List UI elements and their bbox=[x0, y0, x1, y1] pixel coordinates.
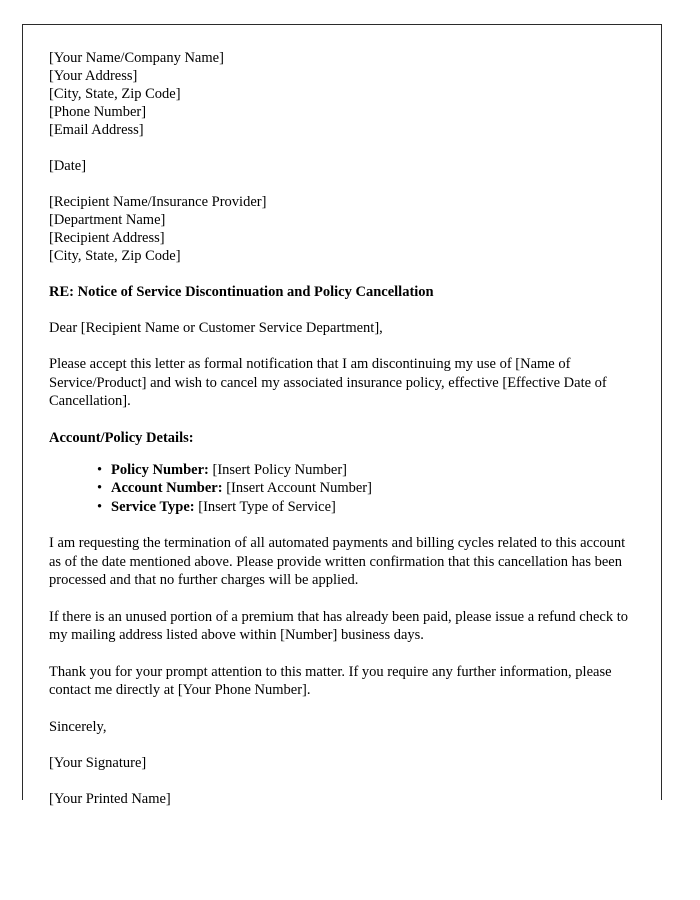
paragraph-thanks: Thank you for your prompt attention to this matter. If you require any further information, please contact me directly at [Your Phone Number]. bbox=[49, 663, 612, 698]
sender-email-line: [Email Address] bbox=[49, 122, 144, 138]
letter-page bbox=[22, 24, 662, 807]
recipient-street-line: [Recipient Address] bbox=[49, 230, 165, 246]
recipient-city-line: [City, State, Zip Code] bbox=[49, 248, 181, 264]
list-item bbox=[49, 498, 639, 517]
letter-body bbox=[23, 25, 661, 808]
account-policy-details-list bbox=[49, 461, 639, 517]
date-block bbox=[49, 157, 639, 175]
salutation-line: Dear [Recipient Name or Customer Service Department], bbox=[49, 320, 383, 336]
list-item bbox=[49, 461, 639, 480]
closing-salutation: Sincerely, bbox=[49, 718, 107, 735]
detail-label-policy-number: Policy Number: bbox=[111, 461, 209, 478]
sender-name-line: [Your Name/Company Name] bbox=[49, 50, 224, 66]
paragraph-intro: Please accept this letter as formal notification that I am discontinuing my use of [Name of Service/Product] and wish to cancel my associated insurance policy, effective [Effective Date of Cancellation]. bbox=[49, 356, 607, 409]
detail-value-policy-number: [Insert Policy Number] bbox=[212, 461, 347, 478]
signature-placeholder: [Your Signature] bbox=[49, 754, 147, 771]
printed-name-placeholder: [Your Printed Name] bbox=[49, 790, 171, 807]
detail-value-service-type: [Insert Type of Service] bbox=[198, 498, 336, 515]
subject-line: RE: Notice of Service Discontinuation and Policy Cancellation bbox=[49, 284, 434, 300]
details-heading: Account/Policy Details: bbox=[49, 429, 194, 446]
sender-address-block bbox=[49, 49, 639, 139]
recipient-name-line: [Recipient Name/Insurance Provider] bbox=[49, 194, 267, 210]
sender-street-line: [Your Address] bbox=[49, 68, 138, 84]
detail-label-service-type: Service Type: bbox=[111, 498, 195, 515]
date-line: [Date] bbox=[49, 158, 87, 174]
list-item bbox=[49, 479, 639, 498]
recipient-department-line: [Department Name] bbox=[49, 212, 166, 228]
paragraph-refund: If there is an unused portion of a premium that has already been paid, please issue a refund check to my mailing address listed above within [Number] business days. bbox=[49, 608, 628, 643]
sender-city-line: [City, State, Zip Code] bbox=[49, 86, 181, 102]
sender-phone-line: [Phone Number] bbox=[49, 104, 147, 120]
detail-value-account-number: [Insert Account Number] bbox=[226, 480, 372, 496]
recipient-address-block bbox=[49, 193, 639, 265]
paragraph-termination: I am requesting the termination of all automated payments and billing cycles related to this account as of the date mentioned above. Please provide written confirmation that this cancellation has been processed and that no further charges will be applied. bbox=[49, 535, 626, 588]
detail-label-account-number: Account Number: bbox=[111, 480, 223, 496]
